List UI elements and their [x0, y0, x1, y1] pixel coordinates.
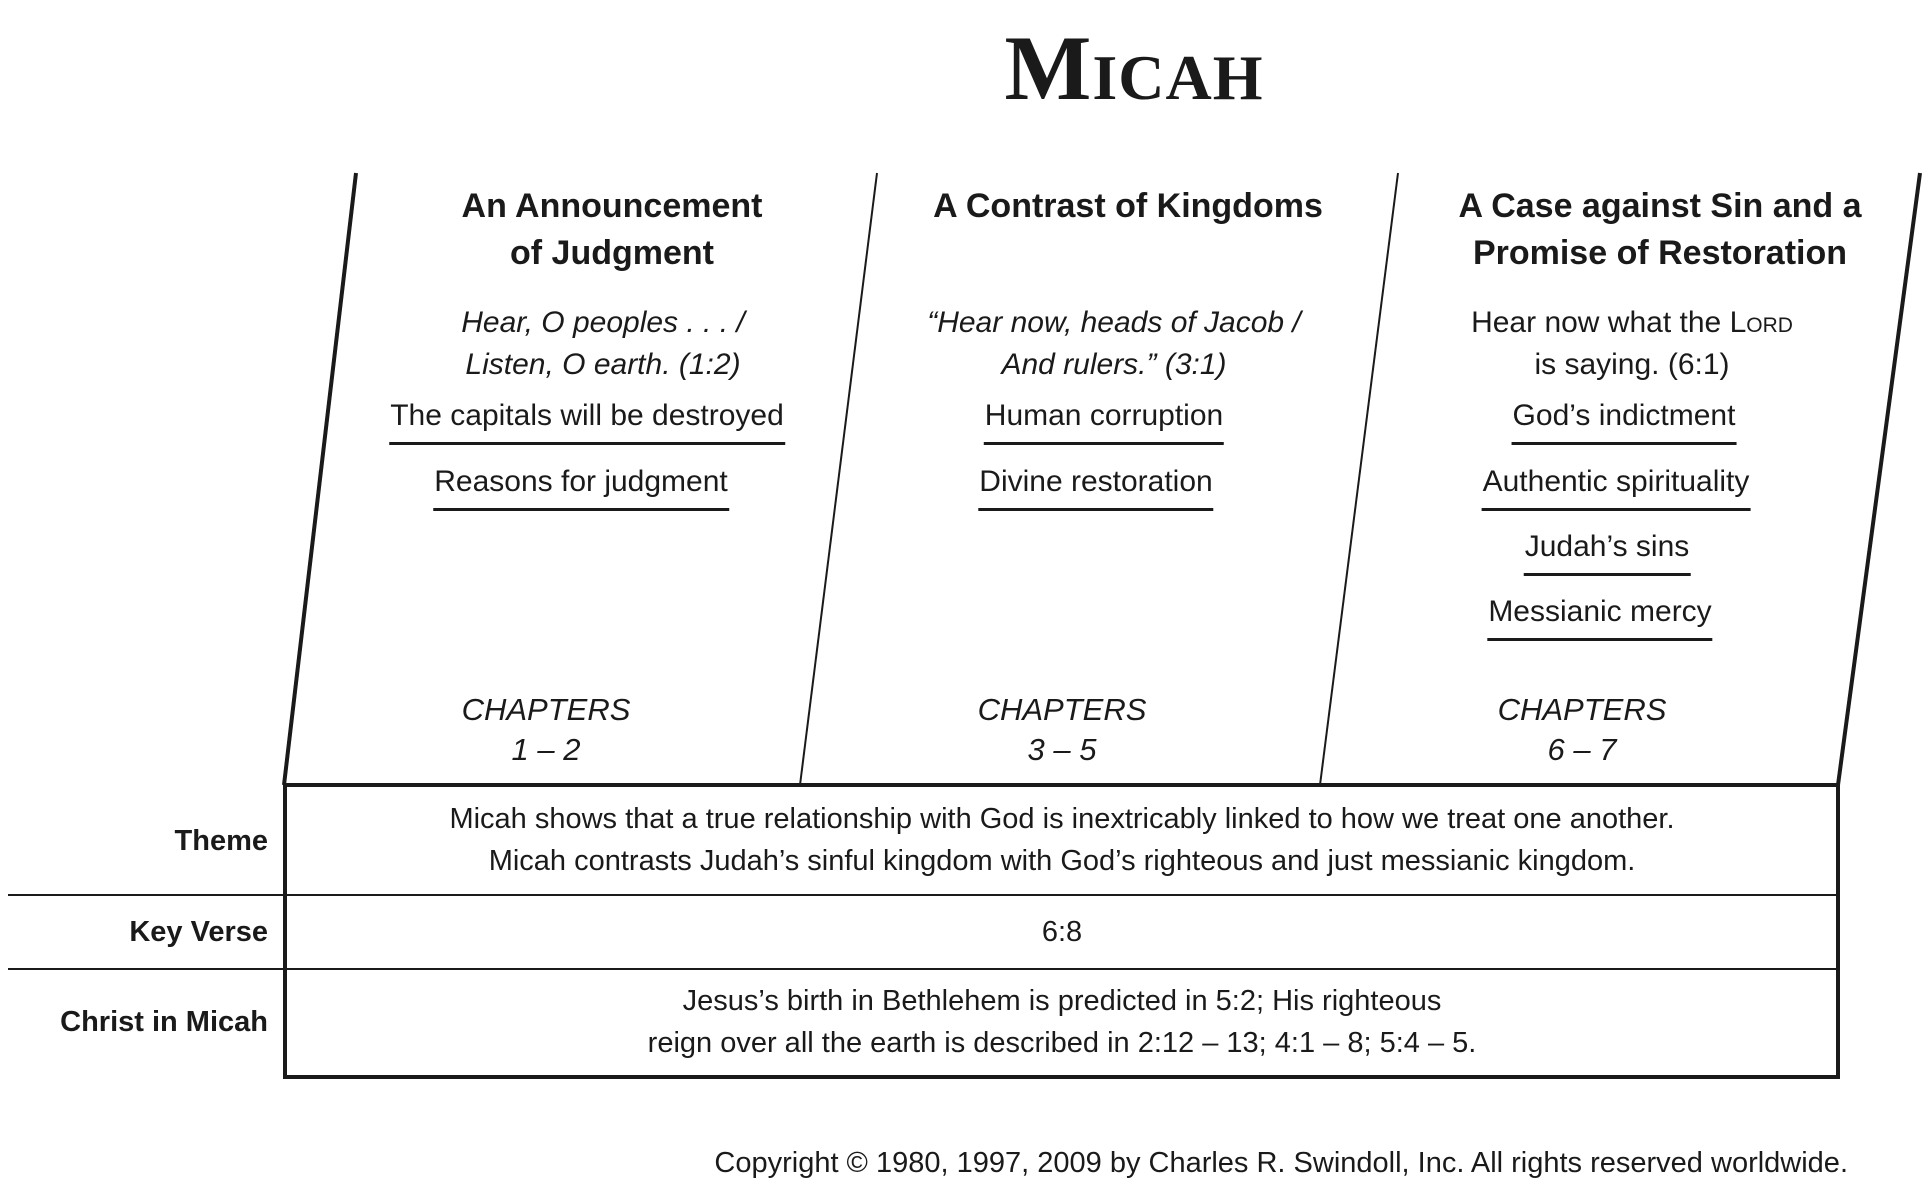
quote-small-caps-lord: Lord: [1729, 306, 1793, 339]
chapters-numbers: 1 – 2: [511, 732, 581, 767]
quote-line: [1471, 302, 1793, 344]
section-divider-1: [800, 173, 877, 785]
chapters-numbers: 6 – 7: [1547, 732, 1617, 767]
chapters-label: CHAPTERS: [1497, 692, 1667, 727]
christ-line: Jesus’s birth in Bethlehem is predicted in 5:2; His righteous: [682, 985, 1442, 1017]
chapters-label: CHAPTERS: [461, 692, 631, 727]
christ-line: reign over all the earth is described in 2:12 – 13; 4:1 – 8; 5:4 – 5.: [647, 1027, 1477, 1059]
section-title-line: Promise of Restoration: [1472, 234, 1848, 272]
section-title-line: An Announcement: [461, 187, 763, 225]
quote-line: Listen, O earth. (1:2): [465, 348, 741, 381]
section-item: Authentic spirituality: [1482, 462, 1751, 511]
theme-label: Theme: [174, 825, 268, 857]
chapters-numbers: 3 – 5: [1027, 732, 1097, 767]
section-item: God’s indictment: [1512, 396, 1737, 445]
quote-line: And rulers.” (3:1): [1001, 348, 1227, 381]
chapters-range: [462, 690, 631, 770]
theme-text: [286, 798, 1838, 882]
chapters-range: [1498, 690, 1667, 770]
quote-line: Hear, O peoples . . . /: [461, 306, 745, 339]
section-item: Human corruption: [984, 396, 1224, 445]
section-divider-2: [1320, 173, 1398, 785]
section-title-line: A Contrast of Kingdoms: [933, 187, 1323, 225]
section-title: [1458, 183, 1861, 277]
section-item: Reasons for judgment: [433, 462, 729, 511]
section-quote: [927, 302, 1301, 386]
section-item: The capitals will be destroyed: [389, 396, 785, 445]
christ-text: [286, 980, 1838, 1064]
key-verse-label: Key Verse: [129, 916, 268, 948]
left-slant-border: [284, 173, 356, 785]
chapters-label: CHAPTERS: [977, 692, 1147, 727]
section-item: Judah’s sins: [1524, 527, 1691, 576]
section-item: Divine restoration: [978, 462, 1213, 511]
key-verse-value: 6:8: [1041, 916, 1083, 948]
quote-line: “Hear now, heads of Jacob /: [927, 306, 1301, 339]
chapters-range: [978, 690, 1147, 770]
copyright-notice: Copyright © 1980, 1997, 2009 by Charles R. Swindoll, Inc. All rights reserved worldwide.: [714, 1147, 1848, 1179]
quote-text: Hear now what the: [1471, 306, 1730, 339]
section-title: [933, 183, 1323, 230]
christ-label: Christ in Micah: [60, 1006, 268, 1038]
book-title: Micah: [1004, 17, 1264, 119]
quote-line: is saying. (6:1): [1534, 348, 1730, 381]
theme-line: Micah shows that a true relationship with God is inextricably linked to how we treat one another.: [449, 803, 1675, 835]
section-title-line: of Judgment: [510, 234, 714, 272]
section-quote: [1471, 302, 1793, 386]
section-quote: [461, 302, 744, 386]
section-title-line: A Case against Sin and a: [1458, 187, 1862, 225]
section-title: [462, 183, 763, 277]
theme-line: Micah contrasts Judah’s sinful kingdom with God’s righteous and just messianic kingdom.: [488, 845, 1636, 877]
section-item: Messianic mercy: [1487, 592, 1712, 641]
